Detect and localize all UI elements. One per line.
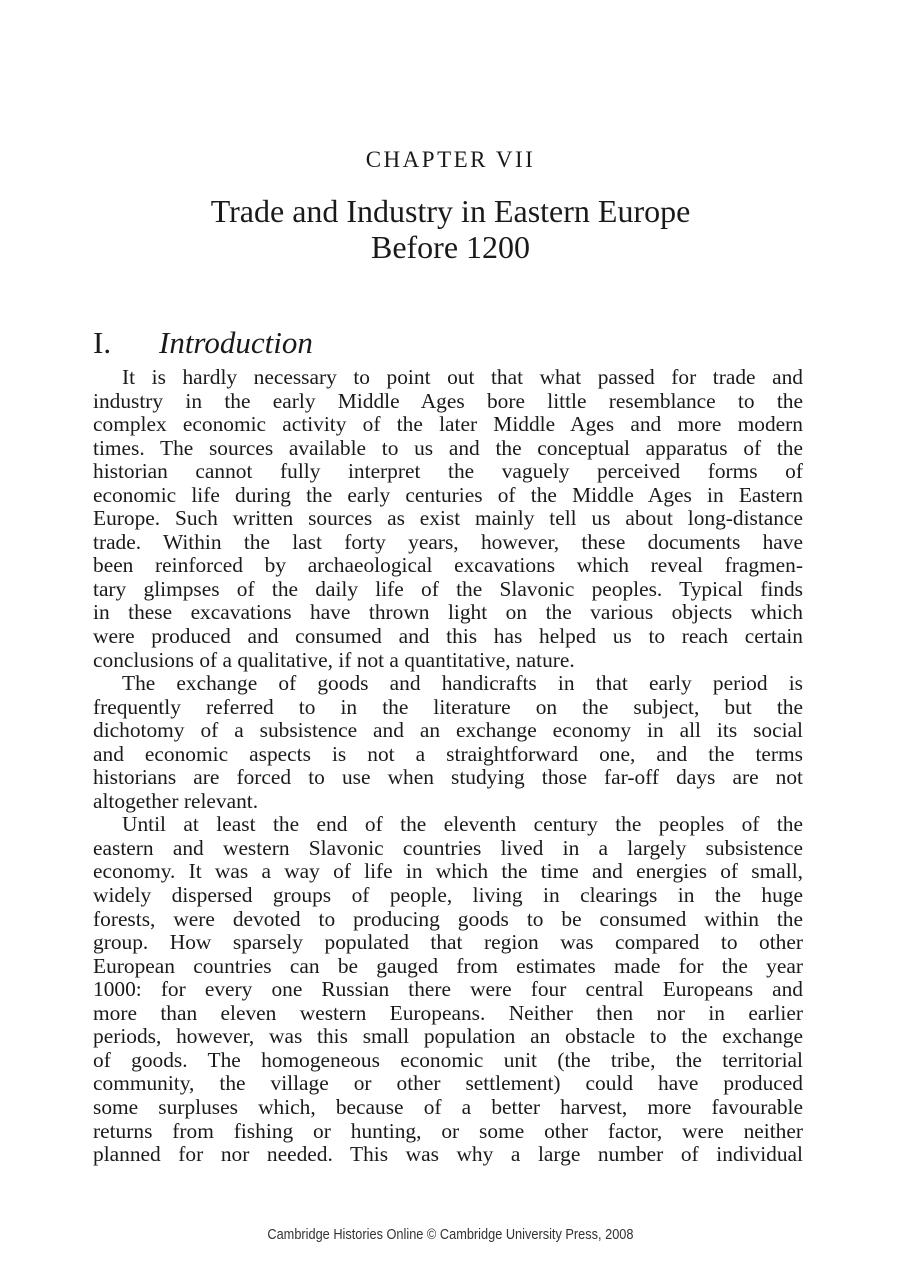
- text-line: been reinforced by archaeological excavations which reveal fragmen-: [93, 553, 803, 578]
- text-line: forests, were devoted to producing goods to be consumed within the: [93, 906, 803, 931]
- text-line: It is hardly necessary to point out that what passed for trade and: [122, 365, 803, 389]
- chapter-title: [0, 193, 901, 265]
- text-line: tary glimpses of the daily life of the Slavonic peoples. Typical finds: [93, 576, 803, 601]
- text-line: frequently referred to in the literature on the subject, but the: [93, 694, 803, 719]
- text-line: planned for nor needed. This was why a large number of individual: [93, 1142, 803, 1167]
- text-line: some surpluses which, because of a better harvest, more favourable: [93, 1094, 803, 1119]
- chapter-label: CHAPTER VII: [365, 147, 536, 172]
- text-line: group. How sparsely populated that region was compared to other: [93, 930, 803, 955]
- text-line: and economic aspects is not a straightforward one, and the terms: [93, 741, 803, 766]
- text-line: 1000: for every one Russian there were four central Europeans and: [93, 977, 803, 1002]
- section-heading: [93, 325, 313, 361]
- text-line: eastern and western Slavonic countries lived in a largely subsistence: [93, 835, 803, 860]
- chapter-title-line-1: Trade and Industry in Eastern Europe: [210, 193, 691, 229]
- text-line: historians are forced to use when studying those far-off days are not: [93, 765, 803, 790]
- text-line: periods, however, was this small population an obstacle to the exchange: [93, 1024, 803, 1049]
- chapter-title-line-2: Before 1200: [370, 229, 531, 265]
- text-line: economy. It was a way of life in which the time and energies of small,: [93, 859, 803, 884]
- text-line: altogether relevant.: [93, 788, 259, 813]
- text-line: of goods. The homogeneous economic unit (the tribe, the territorial: [93, 1047, 803, 1072]
- text-line: community, the village or other settlement) could have produced: [93, 1071, 803, 1096]
- text-line: widely dispersed groups of people, living in clearings in the huge: [93, 883, 803, 908]
- section-number: I.: [93, 325, 112, 360]
- text-line: Europe. Such written sources as exist mainly tell us about long-distance: [93, 506, 803, 531]
- paragraph: [93, 813, 803, 1166]
- paragraph: [93, 672, 803, 813]
- text-line: times. The sources available to us and the conceptual apparatus of the: [93, 435, 803, 460]
- text-line: returns from fishing or hunting, or some other factor, were neither: [93, 1118, 803, 1143]
- text-line: complex economic activity of the later Middle Ages and more modern: [93, 412, 803, 437]
- text-line: in these excavations have thrown light on the various objects which: [93, 600, 803, 625]
- text-line: Until at least the end of the eleventh century the peoples of the: [122, 812, 803, 837]
- text-line: trade. Within the last forty years, however, these documents have: [93, 529, 803, 554]
- text-line: dichotomy of a subsistence and an exchange economy in all its social: [93, 718, 803, 743]
- body-text: [93, 366, 803, 1167]
- text-line: historian cannot fully interpret the vaguely perceived forms of: [93, 459, 803, 484]
- text-line: European countries can be gauged from estimates made for the year: [93, 953, 803, 978]
- section-title: Introduction: [159, 325, 313, 360]
- text-line: conclusions of a qualitative, if not a quantitative, nature.: [93, 647, 575, 672]
- text-line: The exchange of goods and handicrafts in that early period is: [122, 671, 803, 696]
- text-line: industry in the early Middle Ages bore little resemblance to the: [93, 388, 803, 413]
- paragraph: [93, 366, 803, 672]
- text-line: more than eleven western Europeans. Neither then nor in earlier: [93, 1000, 803, 1025]
- footer-copyright: Cambridge Histories Online © Cambridge University Press, 2008: [267, 1227, 634, 1243]
- text-line: economic life during the early centuries of the Middle Ages in Eastern: [93, 482, 803, 507]
- text-line: were produced and consumed and this has helped us to reach certain: [93, 624, 803, 649]
